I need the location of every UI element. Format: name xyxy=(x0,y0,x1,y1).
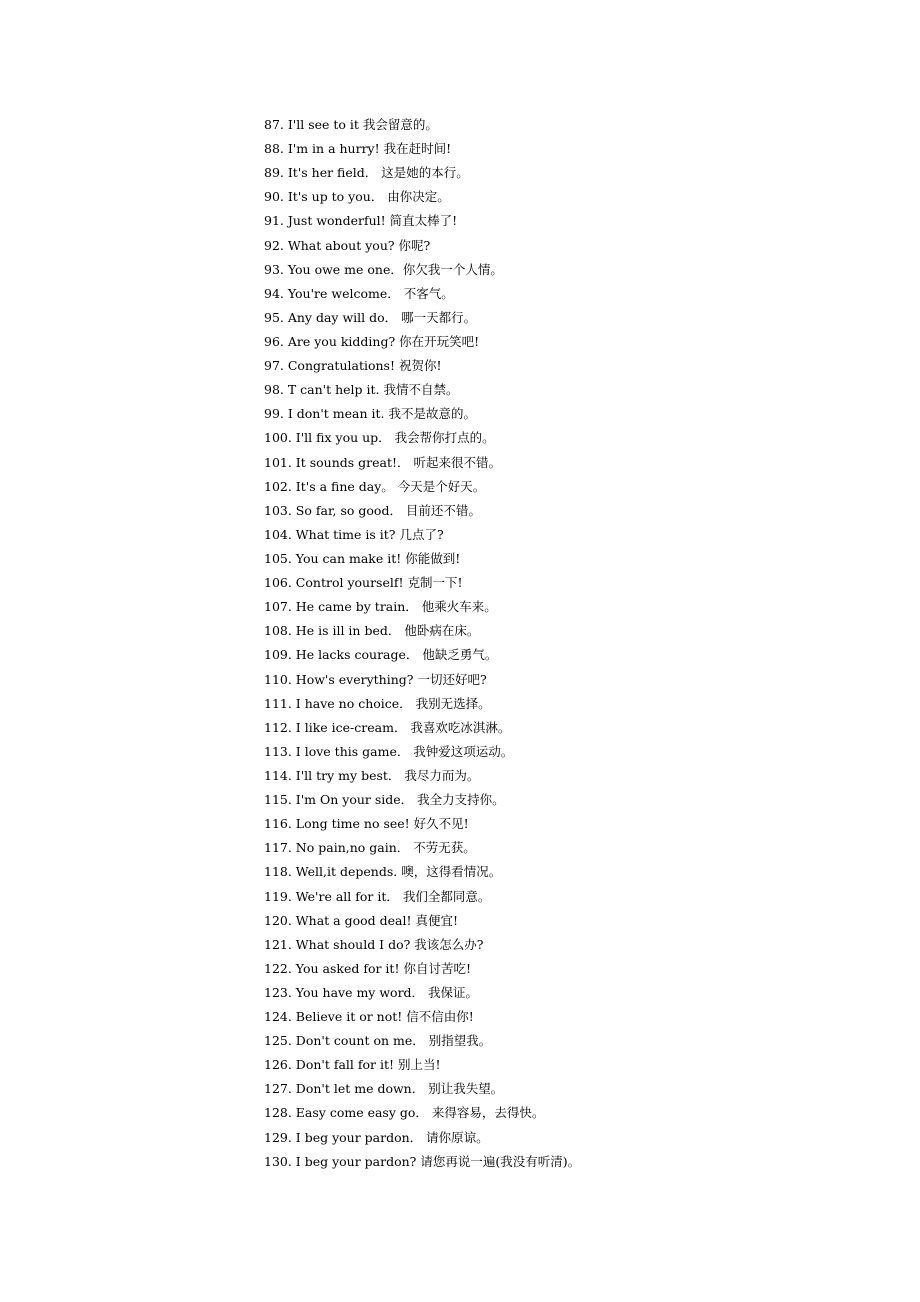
phrase-line: 90. It's up to you． 由你决定。 xyxy=(264,189,450,205)
phrase-line: 101. It sounds great!． 听起来很不错。 xyxy=(264,454,502,470)
phrase-line: 108. He is ill in bed． 他卧病在床。 xyxy=(264,623,480,639)
phrase-line: 124. Believe it or not! 信不信由你! xyxy=(264,1009,474,1025)
phrase-line: 87. I'll see to it 我会留意的。 xyxy=(264,117,438,132)
phrase-line: 120. What a good deal! 真便宜! xyxy=(264,912,458,928)
phrase-line: 102. It's a fine day。 今天是个好天。 xyxy=(264,478,486,494)
phrase-line: 125. Don't count on me． 别指望我。 xyxy=(264,1033,492,1049)
phrase-line: 112. I like ice-cream． 我喜欢吃冰淇淋。 xyxy=(264,719,511,735)
phrase-line: 121. What should I do? 我该怎么办? xyxy=(264,936,484,952)
phrase-line: 115. I'm On your side． 我全力支持你。 xyxy=(264,792,505,808)
phrase-line: 129. I beg your pardon． 请你原谅。 xyxy=(264,1129,489,1145)
phrase-line: 103. So far, so good． 目前还不错。 xyxy=(264,502,481,518)
phrase-line: 111. I have no choice． 我别无选择。 xyxy=(264,695,491,711)
phrase-line: 94. You're welcome． 不客气。 xyxy=(264,285,454,301)
phrase-line: 119. We're all for it． 我们全都同意。 xyxy=(264,888,491,904)
phrase-line: 104. What time is it? 几点了? xyxy=(264,526,444,542)
phrase-line: 93. You owe me one．你欠我一个人情。 xyxy=(264,261,503,277)
phrase-line: 95. Any day will do． 哪一天都行。 xyxy=(264,309,477,325)
phrase-line: 100. I'll fix you up． 我会帮你打点的。 xyxy=(264,430,495,446)
phrase-line: 89. It's her field． 这是她的本行。 xyxy=(264,165,469,181)
phrase-line: 116. Long time no see! 好久不见! xyxy=(264,816,469,832)
phrase-line: 88. I'm in a hurry! 我在赶时间! xyxy=(264,141,452,157)
phrase-line: 109. He lacks courage． 他缺乏勇气。 xyxy=(264,647,498,663)
phrase-line: 98. T can't help it. 我情不自禁。 xyxy=(264,382,459,398)
phrase-line: 130. I beg your pardon? 请您再说一遍(我没有听清)。 xyxy=(264,1153,581,1169)
phrase-line: 114. I'll try my best． 我尽力而为。 xyxy=(264,767,480,783)
phrase-list xyxy=(264,113,580,1174)
phrase-line: 126. Don't fall for it! 别上当! xyxy=(264,1057,441,1073)
phrase-line: 123. You have my word． 我保证。 xyxy=(264,984,479,1000)
phrase-line: 92. What about you? 你呢? xyxy=(264,237,431,253)
phrase-line: 91. Just wonderful! 简直太棒了! xyxy=(264,213,458,229)
phrase-line: 128. Easy come easy go． 来得容易，去得快。 xyxy=(264,1105,545,1121)
phrase-line: 122. You asked for it! 你自讨苦吃! xyxy=(264,960,471,976)
phrase-line: 97. Congratulations! 祝贺你! xyxy=(264,358,442,374)
phrase-line: 110. How's everything? 一切还好吧? xyxy=(264,671,487,687)
phrase-line: 106. Control yourself! 克制一下! xyxy=(264,575,463,591)
phrase-line: 99. I don't mean it. 我不是故意的。 xyxy=(264,406,476,422)
phrase-line: 113. I love this game． 我钟爱这项运动。 xyxy=(264,743,514,759)
phrase-line: 127. Don't let me down． 别让我失望。 xyxy=(264,1081,504,1097)
phrase-line: 105. You can make it! 你能做到! xyxy=(264,550,461,566)
phrase-line: 117. No pain,no gain． 不劳无获。 xyxy=(264,840,476,856)
phrase-line: 118. Well,it depends. 噢，这得看情况。 xyxy=(264,864,502,880)
phrase-line: 107. He came by train． 他乘火车来。 xyxy=(264,599,497,615)
phrase-line: 96. Are you kidding? 你在开玩笑吧! xyxy=(264,333,480,349)
